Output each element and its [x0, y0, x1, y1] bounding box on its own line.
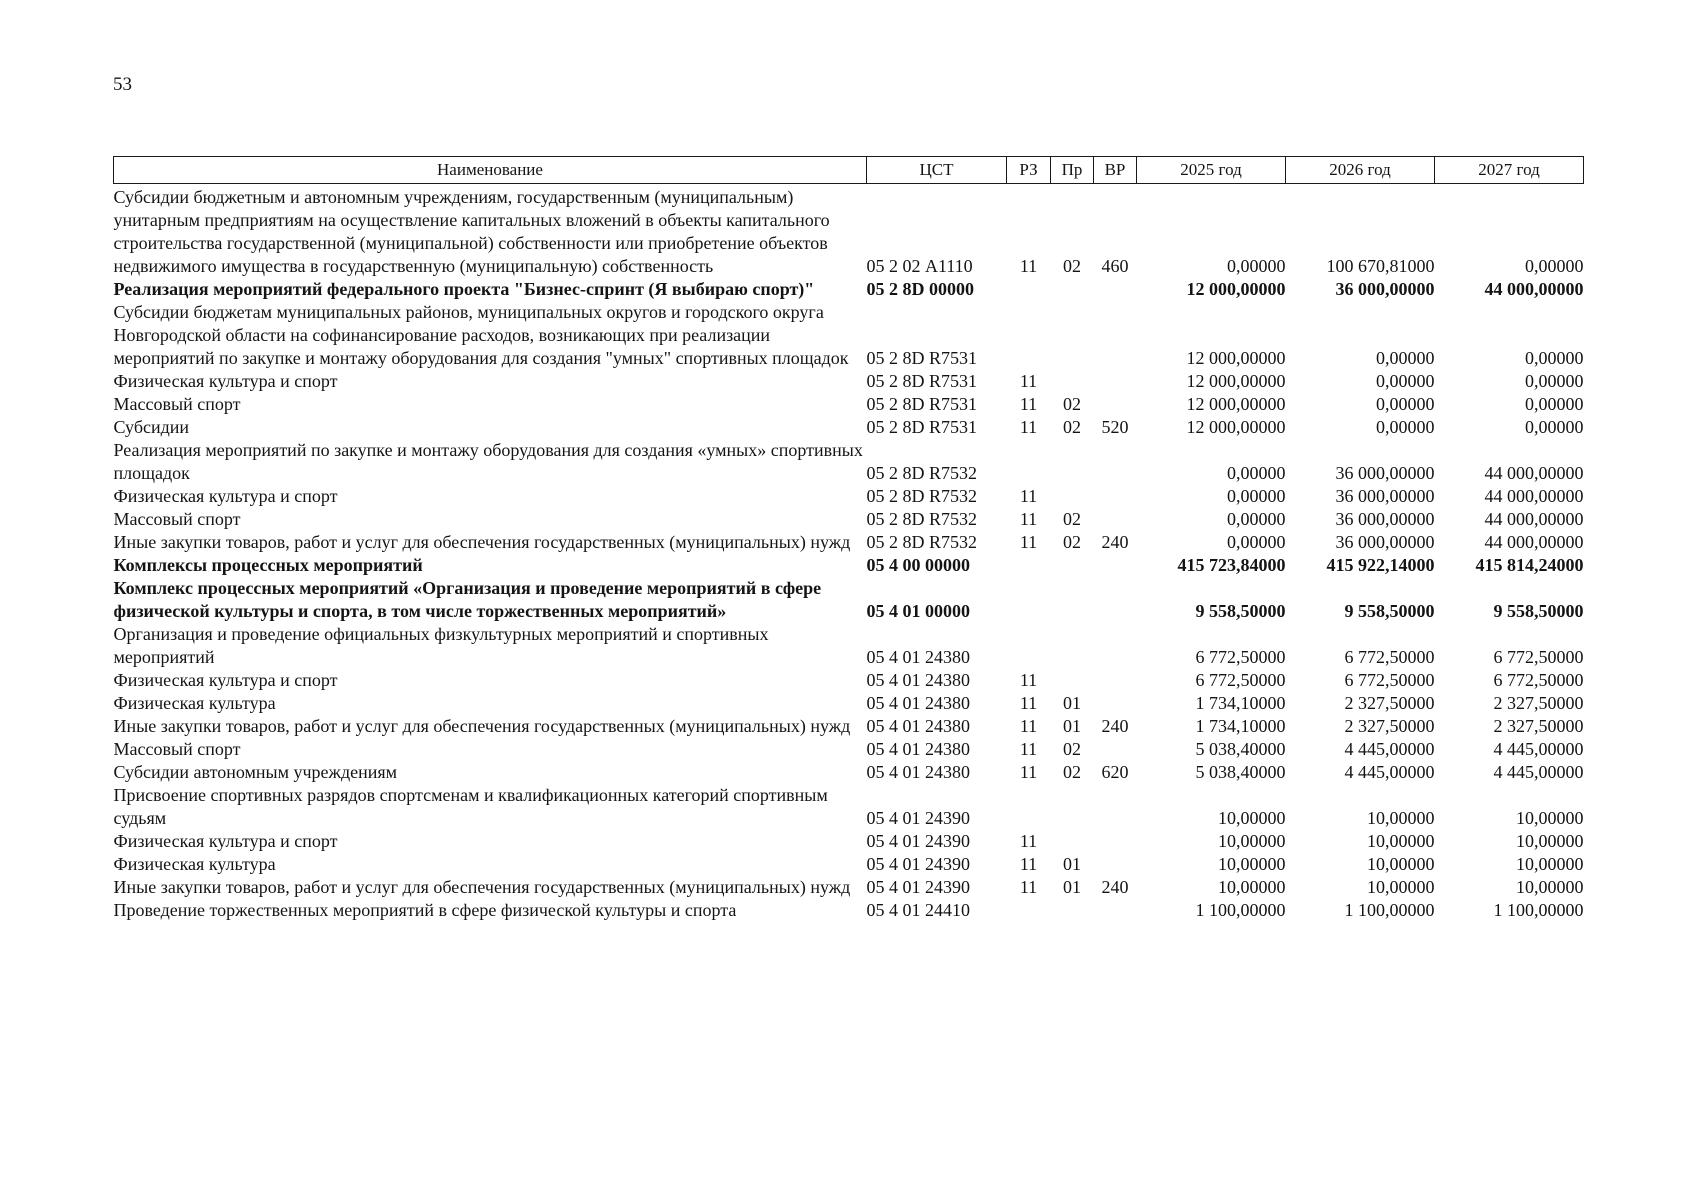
cell-2026: 10,00000: [1367, 877, 1435, 897]
cell-2027: 44 000,00000: [1484, 486, 1584, 506]
cell-2025: 12 000,00000: [1186, 348, 1286, 368]
cell-cst: 05 4 00 00000: [866, 555, 970, 575]
cell-2026: 0,00000: [1376, 348, 1435, 368]
table-row: [114, 692, 1584, 715]
cell-2026: 10,00000: [1367, 854, 1435, 874]
header-name: Наименование: [114, 157, 867, 184]
cell-pr: 02: [1063, 417, 1081, 437]
cell-rz: 11: [1019, 417, 1038, 437]
cell-vr: 520: [1101, 417, 1129, 437]
cell-vr: [1094, 669, 1137, 692]
cell-pr: 02: [1063, 762, 1081, 782]
cell-2026: 6 772,50000: [1344, 647, 1435, 667]
cell-name: Физическая культура и спорт: [113, 371, 338, 391]
cell-pr: 02: [1063, 509, 1081, 529]
cell-2025: 10,00000: [1218, 808, 1286, 828]
cell-rz: 11: [1019, 693, 1038, 713]
cell-cst: 05 4 01 24390: [866, 854, 970, 874]
cell-pr: [1051, 485, 1094, 508]
table-row: [114, 669, 1584, 692]
cell-name: Субсидии: [113, 417, 190, 437]
table-row: [114, 184, 1584, 279]
table-row: [114, 830, 1584, 853]
cell-rz: 11: [1019, 877, 1038, 897]
table-row: [114, 416, 1584, 439]
cell-name: Иные закупки товаров, работ и услуг для обеспечения государственных (муниципальных) нужд: [113, 716, 851, 736]
cell-pr: [1051, 439, 1094, 485]
cell-rz: 11: [1019, 256, 1038, 276]
cell-2027: 4 445,00000: [1493, 739, 1584, 759]
cell-vr: [1094, 485, 1137, 508]
cell-name: Физическая культура: [113, 693, 276, 713]
cell-vr: [1094, 370, 1137, 393]
cell-vr: [1094, 577, 1137, 623]
cell-cst: 05 2 8D 00000: [866, 279, 974, 299]
cell-name: Реализация мероприятий федерального проекта "Бизнес-спринт (Я выбираю спорт)": [113, 279, 815, 299]
table-row: [114, 531, 1584, 554]
cell-rz: [1007, 301, 1051, 370]
cell-vr: [1094, 554, 1137, 577]
budget-table: [113, 156, 1584, 922]
cell-pr: [1051, 623, 1094, 669]
cell-2026: 36 000,00000: [1335, 532, 1435, 552]
cell-rz: [1007, 784, 1051, 830]
cell-2026: 36 000,00000: [1335, 279, 1435, 299]
cell-2025: 12 000,00000: [1186, 394, 1286, 414]
cell-name: Массовый спорт: [113, 739, 241, 759]
cell-name: Субсидии бюджетам муниципальных районов, муниципальных округов и городского округа Новгородской области на софинансирование расходов, возникающих при реализации мероприятий по закупке и монтажу оборудования для создания "умных" спортивных площадок: [113, 302, 849, 368]
cell-rz: 11: [1019, 831, 1038, 851]
cell-2027: 4 445,00000: [1493, 762, 1584, 782]
cell-vr: [1094, 784, 1137, 830]
cell-pr: [1051, 830, 1094, 853]
cell-vr: [1094, 853, 1137, 876]
cell-cst: 05 4 01 24380: [866, 670, 970, 690]
cell-vr: [1094, 393, 1137, 416]
cell-vr: [1094, 738, 1137, 761]
cell-cst: 05 4 01 24390: [866, 877, 970, 897]
cell-vr: [1094, 623, 1137, 669]
cell-2025: 10,00000: [1218, 854, 1286, 874]
cell-pr: 01: [1063, 877, 1081, 897]
cell-2027: 10,00000: [1516, 808, 1584, 828]
cell-2026: 100 670,81000: [1326, 256, 1435, 276]
cell-rz: [1007, 278, 1051, 301]
cell-2027: 9 558,50000: [1493, 601, 1584, 621]
cell-name: Массовый спорт: [113, 509, 241, 529]
table-body: [114, 184, 1584, 923]
cell-name: Субсидии бюджетным и автономным учреждениям, государственным (муниципальным) унитарным предприятиям на осуществление капитальных вложений в объекты капитального строительства государственной (муниципальной) собственности или приобретение объектов недвижимого имущества в государственную (муниципальную) собственность: [113, 187, 830, 276]
cell-name: Организация и проведение официальных физкультурных мероприятий и спортивных мероприятий: [113, 624, 769, 667]
table-row: [114, 370, 1584, 393]
cell-2027: 415 814,24000: [1475, 555, 1584, 575]
cell-2025: 1 734,10000: [1195, 693, 1286, 713]
cell-rz: 11: [1019, 532, 1038, 552]
cell-pr: [1051, 554, 1094, 577]
cell-rz: [1007, 623, 1051, 669]
cell-vr: 240: [1101, 877, 1129, 897]
cell-vr: 240: [1101, 532, 1129, 552]
cell-2027: 10,00000: [1516, 877, 1584, 897]
cell-cst: 05 4 01 24390: [866, 808, 970, 828]
cell-2026: 10,00000: [1367, 831, 1435, 851]
cell-2026: 2 327,50000: [1344, 693, 1435, 713]
cell-rz: 11: [1019, 486, 1038, 506]
table-row: [114, 761, 1584, 784]
cell-pr: 01: [1063, 716, 1081, 736]
cell-vr: 240: [1101, 716, 1129, 736]
table-row: [114, 554, 1584, 577]
cell-pr: [1051, 669, 1094, 692]
header-2025: 2025 год: [1137, 157, 1286, 184]
cell-name: Присвоение спортивных разрядов спортсменам и квалификационных категорий спортивным судьям: [113, 785, 828, 828]
cell-pr: [1051, 577, 1094, 623]
table-row: [114, 738, 1584, 761]
cell-vr: [1094, 278, 1137, 301]
cell-2026: 415 922,14000: [1326, 555, 1435, 575]
cell-vr: 460: [1101, 256, 1129, 276]
cell-name: Комплекс процессных мероприятий «Организация и проведение мероприятий в сфере физической культуры и спорта, в том числе торжественных мероприятий»: [113, 578, 822, 621]
cell-2027: 1 100,00000: [1493, 900, 1584, 920]
cell-2027: 6 772,50000: [1493, 647, 1584, 667]
cell-vr: [1094, 692, 1137, 715]
cell-name: Массовый спорт: [113, 394, 241, 414]
cell-rz: [1007, 554, 1051, 577]
table-row: [114, 278, 1584, 301]
table-header: [114, 157, 1584, 184]
cell-2025: 12 000,00000: [1186, 371, 1286, 391]
cell-2027: 6 772,50000: [1493, 670, 1584, 690]
cell-rz: [1007, 439, 1051, 485]
cell-rz: 11: [1019, 762, 1038, 782]
cell-cst: 05 4 01 24410: [866, 900, 970, 920]
cell-2026: 4 445,00000: [1344, 739, 1435, 759]
table-row: [114, 393, 1584, 416]
cell-2026: 0,00000: [1376, 371, 1435, 391]
cell-2026: 9 558,50000: [1344, 601, 1435, 621]
cell-2025: 1 734,10000: [1195, 716, 1286, 736]
cell-cst: 05 4 01 24380: [866, 762, 970, 782]
cell-cst: 05 2 8D R7531: [866, 417, 978, 437]
cell-2025: 0,00000: [1227, 532, 1286, 552]
cell-2025: 9 558,50000: [1195, 601, 1286, 621]
cell-2027: 0,00000: [1525, 348, 1584, 368]
cell-name: Проведение торжественных мероприятий в сфере физической культуры и спорта: [113, 900, 737, 920]
cell-cst: 05 2 8D R7531: [866, 371, 978, 391]
cell-2025: 0,00000: [1227, 256, 1286, 276]
cell-cst: 05 4 01 24380: [866, 716, 970, 736]
cell-pr: 02: [1063, 394, 1081, 414]
table-row: [114, 577, 1584, 623]
header-pr: Пр: [1051, 157, 1094, 184]
cell-2027: 44 000,00000: [1484, 509, 1584, 529]
cell-2025: 5 038,40000: [1195, 739, 1286, 759]
cell-2027: 10,00000: [1516, 854, 1584, 874]
table-row: [114, 508, 1584, 531]
header-row: [114, 157, 1584, 184]
cell-pr: [1051, 278, 1094, 301]
table-row: [114, 715, 1584, 738]
cell-name: Физическая культура и спорт: [113, 486, 338, 506]
cell-2027: 0,00000: [1525, 394, 1584, 414]
cell-name: Реализация мероприятий по закупке и монтажу оборудования для создания «умных» спортивных площадок: [113, 440, 863, 483]
header-2026: 2026 год: [1286, 157, 1435, 184]
cell-pr: 01: [1063, 693, 1081, 713]
table-row: [114, 301, 1584, 370]
cell-2025: 6 772,50000: [1195, 647, 1286, 667]
cell-pr: 02: [1063, 532, 1081, 552]
cell-vr: [1094, 508, 1137, 531]
cell-name: Иные закупки товаров, работ и услуг для обеспечения государственных (муниципальных) нужд: [113, 877, 851, 897]
cell-2026: 1 100,00000: [1344, 900, 1435, 920]
cell-2026: 0,00000: [1376, 417, 1435, 437]
cell-rz: 11: [1019, 716, 1038, 736]
cell-rz: 11: [1019, 509, 1038, 529]
cell-2027: 0,00000: [1525, 371, 1584, 391]
cell-2025: 415 723,84000: [1177, 555, 1286, 575]
cell-2025: 10,00000: [1218, 831, 1286, 851]
cell-vr: 620: [1101, 762, 1129, 782]
cell-2025: 1 100,00000: [1195, 900, 1286, 920]
header-cst: ЦСТ: [867, 157, 1007, 184]
cell-cst: 05 2 8D R7532: [866, 532, 978, 552]
cell-rz: 11: [1019, 394, 1038, 414]
cell-2025: 12 000,00000: [1186, 417, 1286, 437]
cell-rz: 11: [1019, 854, 1038, 874]
cell-cst: 05 4 01 24380: [866, 693, 970, 713]
cell-2027: 44 000,00000: [1484, 279, 1584, 299]
cell-name: Физическая культура: [113, 854, 276, 874]
cell-pr: [1051, 899, 1094, 922]
cell-2027: 0,00000: [1525, 256, 1584, 276]
cell-name: Субсидии автономным учреждениям: [113, 762, 398, 782]
cell-cst: 05 2 8D R7531: [866, 394, 978, 414]
cell-rz: [1007, 899, 1051, 922]
cell-vr: [1094, 439, 1137, 485]
table-row: [114, 853, 1584, 876]
table-row: [114, 439, 1584, 485]
cell-2026: 2 327,50000: [1344, 716, 1435, 736]
cell-vr: [1094, 830, 1137, 853]
table-row: [114, 623, 1584, 669]
page-number: 53: [113, 74, 132, 95]
cell-2027: 10,00000: [1516, 831, 1584, 851]
cell-rz: [1007, 577, 1051, 623]
cell-2026: 4 445,00000: [1344, 762, 1435, 782]
cell-name: Физическая культура и спорт: [113, 831, 338, 851]
cell-name: Физическая культура и спорт: [113, 670, 338, 690]
cell-vr: [1094, 899, 1137, 922]
cell-2025: 0,00000: [1227, 486, 1286, 506]
cell-pr: 01: [1063, 854, 1081, 874]
table-row: [114, 876, 1584, 899]
cell-2025: 10,00000: [1218, 877, 1286, 897]
cell-cst: 05 4 01 00000: [866, 601, 970, 621]
cell-rz: 11: [1019, 739, 1038, 759]
cell-cst: 05 2 8D R7532: [866, 509, 978, 529]
cell-2026: 36 000,00000: [1335, 486, 1435, 506]
cell-cst: 05 4 01 24380: [866, 739, 970, 759]
cell-2025: 0,00000: [1227, 509, 1286, 529]
cell-cst: 05 4 01 24390: [866, 831, 970, 851]
cell-2025: 12 000,00000: [1186, 279, 1286, 299]
cell-2027: 44 000,00000: [1484, 532, 1584, 552]
table-row: [114, 784, 1584, 830]
cell-2027: 0,00000: [1525, 417, 1584, 437]
cell-2026: 0,00000: [1376, 394, 1435, 414]
cell-rz: 11: [1019, 670, 1038, 690]
cell-cst: 05 2 8D R7532: [866, 463, 978, 483]
cell-pr: 02: [1063, 739, 1081, 759]
cell-pr: [1051, 301, 1094, 370]
cell-pr: [1051, 784, 1094, 830]
cell-2025: 0,00000: [1227, 463, 1286, 483]
cell-2026: 36 000,00000: [1335, 463, 1435, 483]
cell-pr: 02: [1063, 256, 1081, 276]
table-row: [114, 485, 1584, 508]
cell-pr: [1051, 370, 1094, 393]
cell-2027: 2 327,50000: [1493, 693, 1584, 713]
cell-2027: 44 000,00000: [1484, 463, 1584, 483]
cell-2026: 6 772,50000: [1344, 670, 1435, 690]
cell-name: Комплексы процессных мероприятий: [113, 555, 423, 575]
cell-rz: 11: [1019, 371, 1038, 391]
header-rz: РЗ: [1007, 157, 1051, 184]
cell-2026: 10,00000: [1367, 808, 1435, 828]
cell-2025: 6 772,50000: [1195, 670, 1286, 690]
header-2027: 2027 год: [1435, 157, 1584, 184]
cell-2025: 5 038,40000: [1195, 762, 1286, 782]
header-vr: ВР: [1094, 157, 1137, 184]
cell-cst: 05 4 01 24380: [866, 647, 970, 667]
table-row: [114, 899, 1584, 922]
cell-cst: 05 2 02 А1110: [866, 256, 973, 276]
cell-vr: [1094, 301, 1137, 370]
cell-2027: 2 327,50000: [1493, 716, 1584, 736]
cell-name: Иные закупки товаров, работ и услуг для обеспечения государственных (муниципальных) нужд: [113, 532, 851, 552]
cell-cst: 05 2 8D R7532: [866, 486, 978, 506]
cell-cst: 05 2 8D R7531: [866, 348, 978, 368]
cell-2026: 36 000,00000: [1335, 509, 1435, 529]
